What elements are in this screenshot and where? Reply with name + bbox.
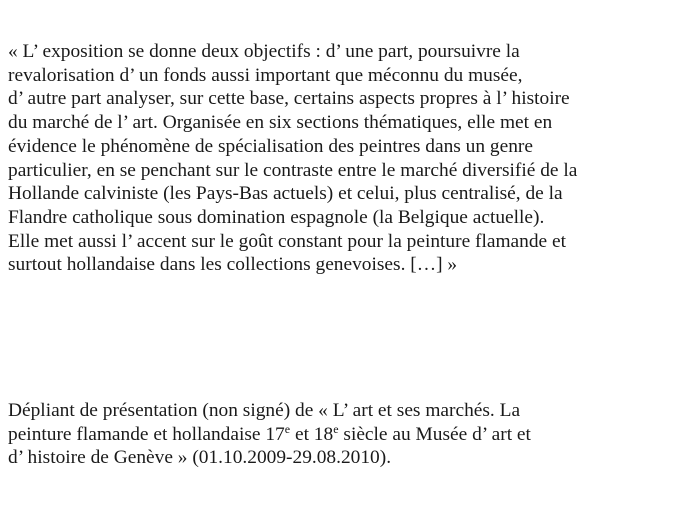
quote-line: revalorisation d’ un fonds aussi important que méconnu du musée, [8, 64, 523, 86]
quote-paragraph [8, 40, 688, 277]
quote-line: d’ autre part analyser, sur cette base, certains aspects propres à l’ histoire [8, 88, 570, 110]
quote-line: évidence le phénomène de spécialisation des peintres dans un genre [8, 135, 533, 157]
quote-line: Flandre catholique sous domination espagnole (la Belgique actuelle). [8, 206, 545, 228]
document-page [8, 0, 688, 517]
source-caption [8, 399, 688, 470]
caption-line: Dépliant de présentation (non signé) de « L’ art et ses marchés. La [8, 400, 521, 421]
quote-line: particulier, en se penchant sur le contraste entre le marché diversifié de la [8, 159, 578, 181]
caption-line: d’ histoire de Genève » (01.10.2009-29.08.2010). [8, 447, 392, 469]
quote-line: Elle met aussi l’ accent sur le goût constant pour la peinture flamande et [8, 230, 567, 252]
quote-line: Hollande calviniste (les Pays-Bas actuels) et celui, plus centralisé, de la [8, 183, 563, 205]
quote-line: « L’ exposition se donne deux objectifs : d’ une part, poursuivre la [8, 41, 520, 62]
quote-line: du marché de l’ art. Organisée en six sections thématiques, elle met en [8, 112, 553, 134]
ordinal-superscript: e [333, 421, 339, 436]
caption-text: et 18 [290, 423, 334, 445]
caption-line [8, 423, 688, 447]
caption-text: peinture flamande et hollandaise 17 [8, 423, 285, 445]
caption-text: siècle au Musée d’ art et [338, 423, 531, 445]
quote-line: surtout hollandaise dans les collections genevoises. […] » [8, 254, 458, 276]
ordinal-superscript: e [284, 421, 291, 436]
